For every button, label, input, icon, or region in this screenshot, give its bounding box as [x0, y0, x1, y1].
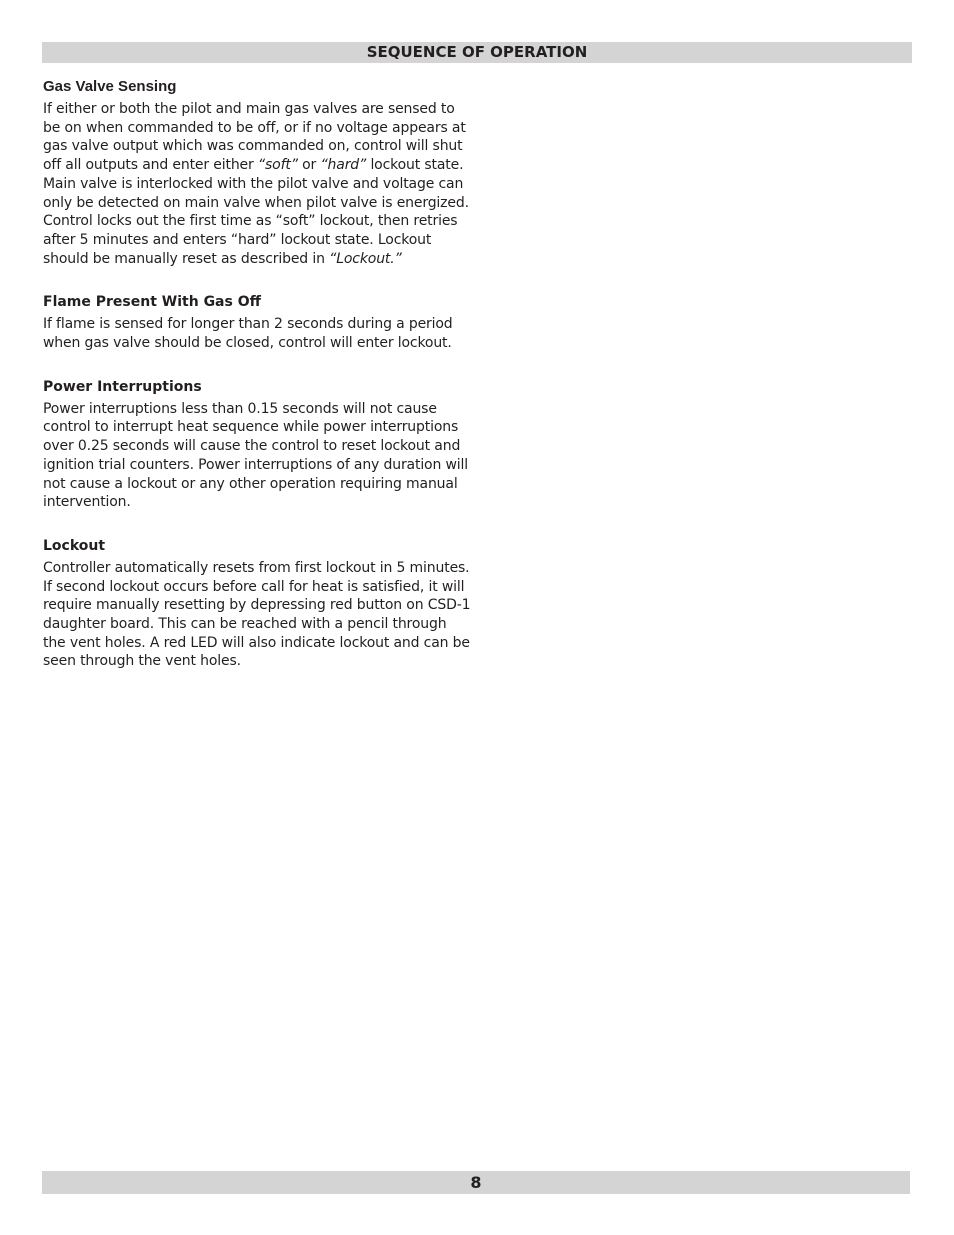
document-body	[43, 77, 473, 695]
section-lockout	[43, 536, 473, 671]
section-gas-valve-sensing	[43, 77, 473, 268]
italic-fragment: “Lockout.”	[329, 250, 402, 267]
section-heading: Flame Present With Gas Off	[43, 294, 261, 311]
section-title: SEQUENCE OF OPERATION	[366, 43, 588, 61]
text-fragment: If either or both the pilot and main gas valves are sensed to be on when commanded to be off, or if no voltage appears at gas valve output which was commanded on, control will shut off all outputs and enter either	[43, 101, 466, 174]
page-number: 8	[470, 1173, 482, 1192]
section-heading: Power Interruptions	[43, 378, 202, 395]
italic-fragment: “hard”	[320, 157, 367, 174]
italic-fragment: “soft”	[257, 157, 298, 174]
page-footer-bar	[42, 1171, 910, 1194]
text-fragment: lockout state. Main valve is interlocked with the pilot valve and voltage can only be detected on main valve when pilot valve is energized. Control locks out the first time as “soft” lockout, then retries after 5 minutes and enters “hard” lockout state. Lockout should be manually reset as described in	[43, 157, 469, 267]
section-paragraph	[43, 100, 473, 268]
section-flame-present	[43, 292, 473, 352]
text-fragment: or	[297, 157, 321, 174]
section-power-interruptions	[43, 377, 473, 512]
section-header-bar	[42, 42, 912, 63]
section-paragraph: Power interruptions less than 0.15 seconds will not cause control to interrupt heat sequence while power interruptions over 0.25 seconds will cause the control to reset lockout and ignition trial counters. Power interruptions of any duration will not cause a lockout or any other operation requiring manual intervention.	[43, 400, 469, 511]
section-paragraph: Controller automatically resets from first lockout in 5 minutes. If second lockout occurs before call for heat is satisfied, it will require manually resetting by depressing red button on CSD-1 daughter board. This can be reached with a pencil through the vent holes. A red LED will also indicate lockout and can be seen through the vent holes.	[43, 559, 471, 670]
section-heading: Lockout	[43, 537, 106, 554]
section-paragraph: If flame is sensed for longer than 2 seconds during a period when gas valve should be closed, control will enter lockout.	[43, 316, 453, 352]
section-heading: Gas Valve Sensing	[43, 78, 177, 95]
